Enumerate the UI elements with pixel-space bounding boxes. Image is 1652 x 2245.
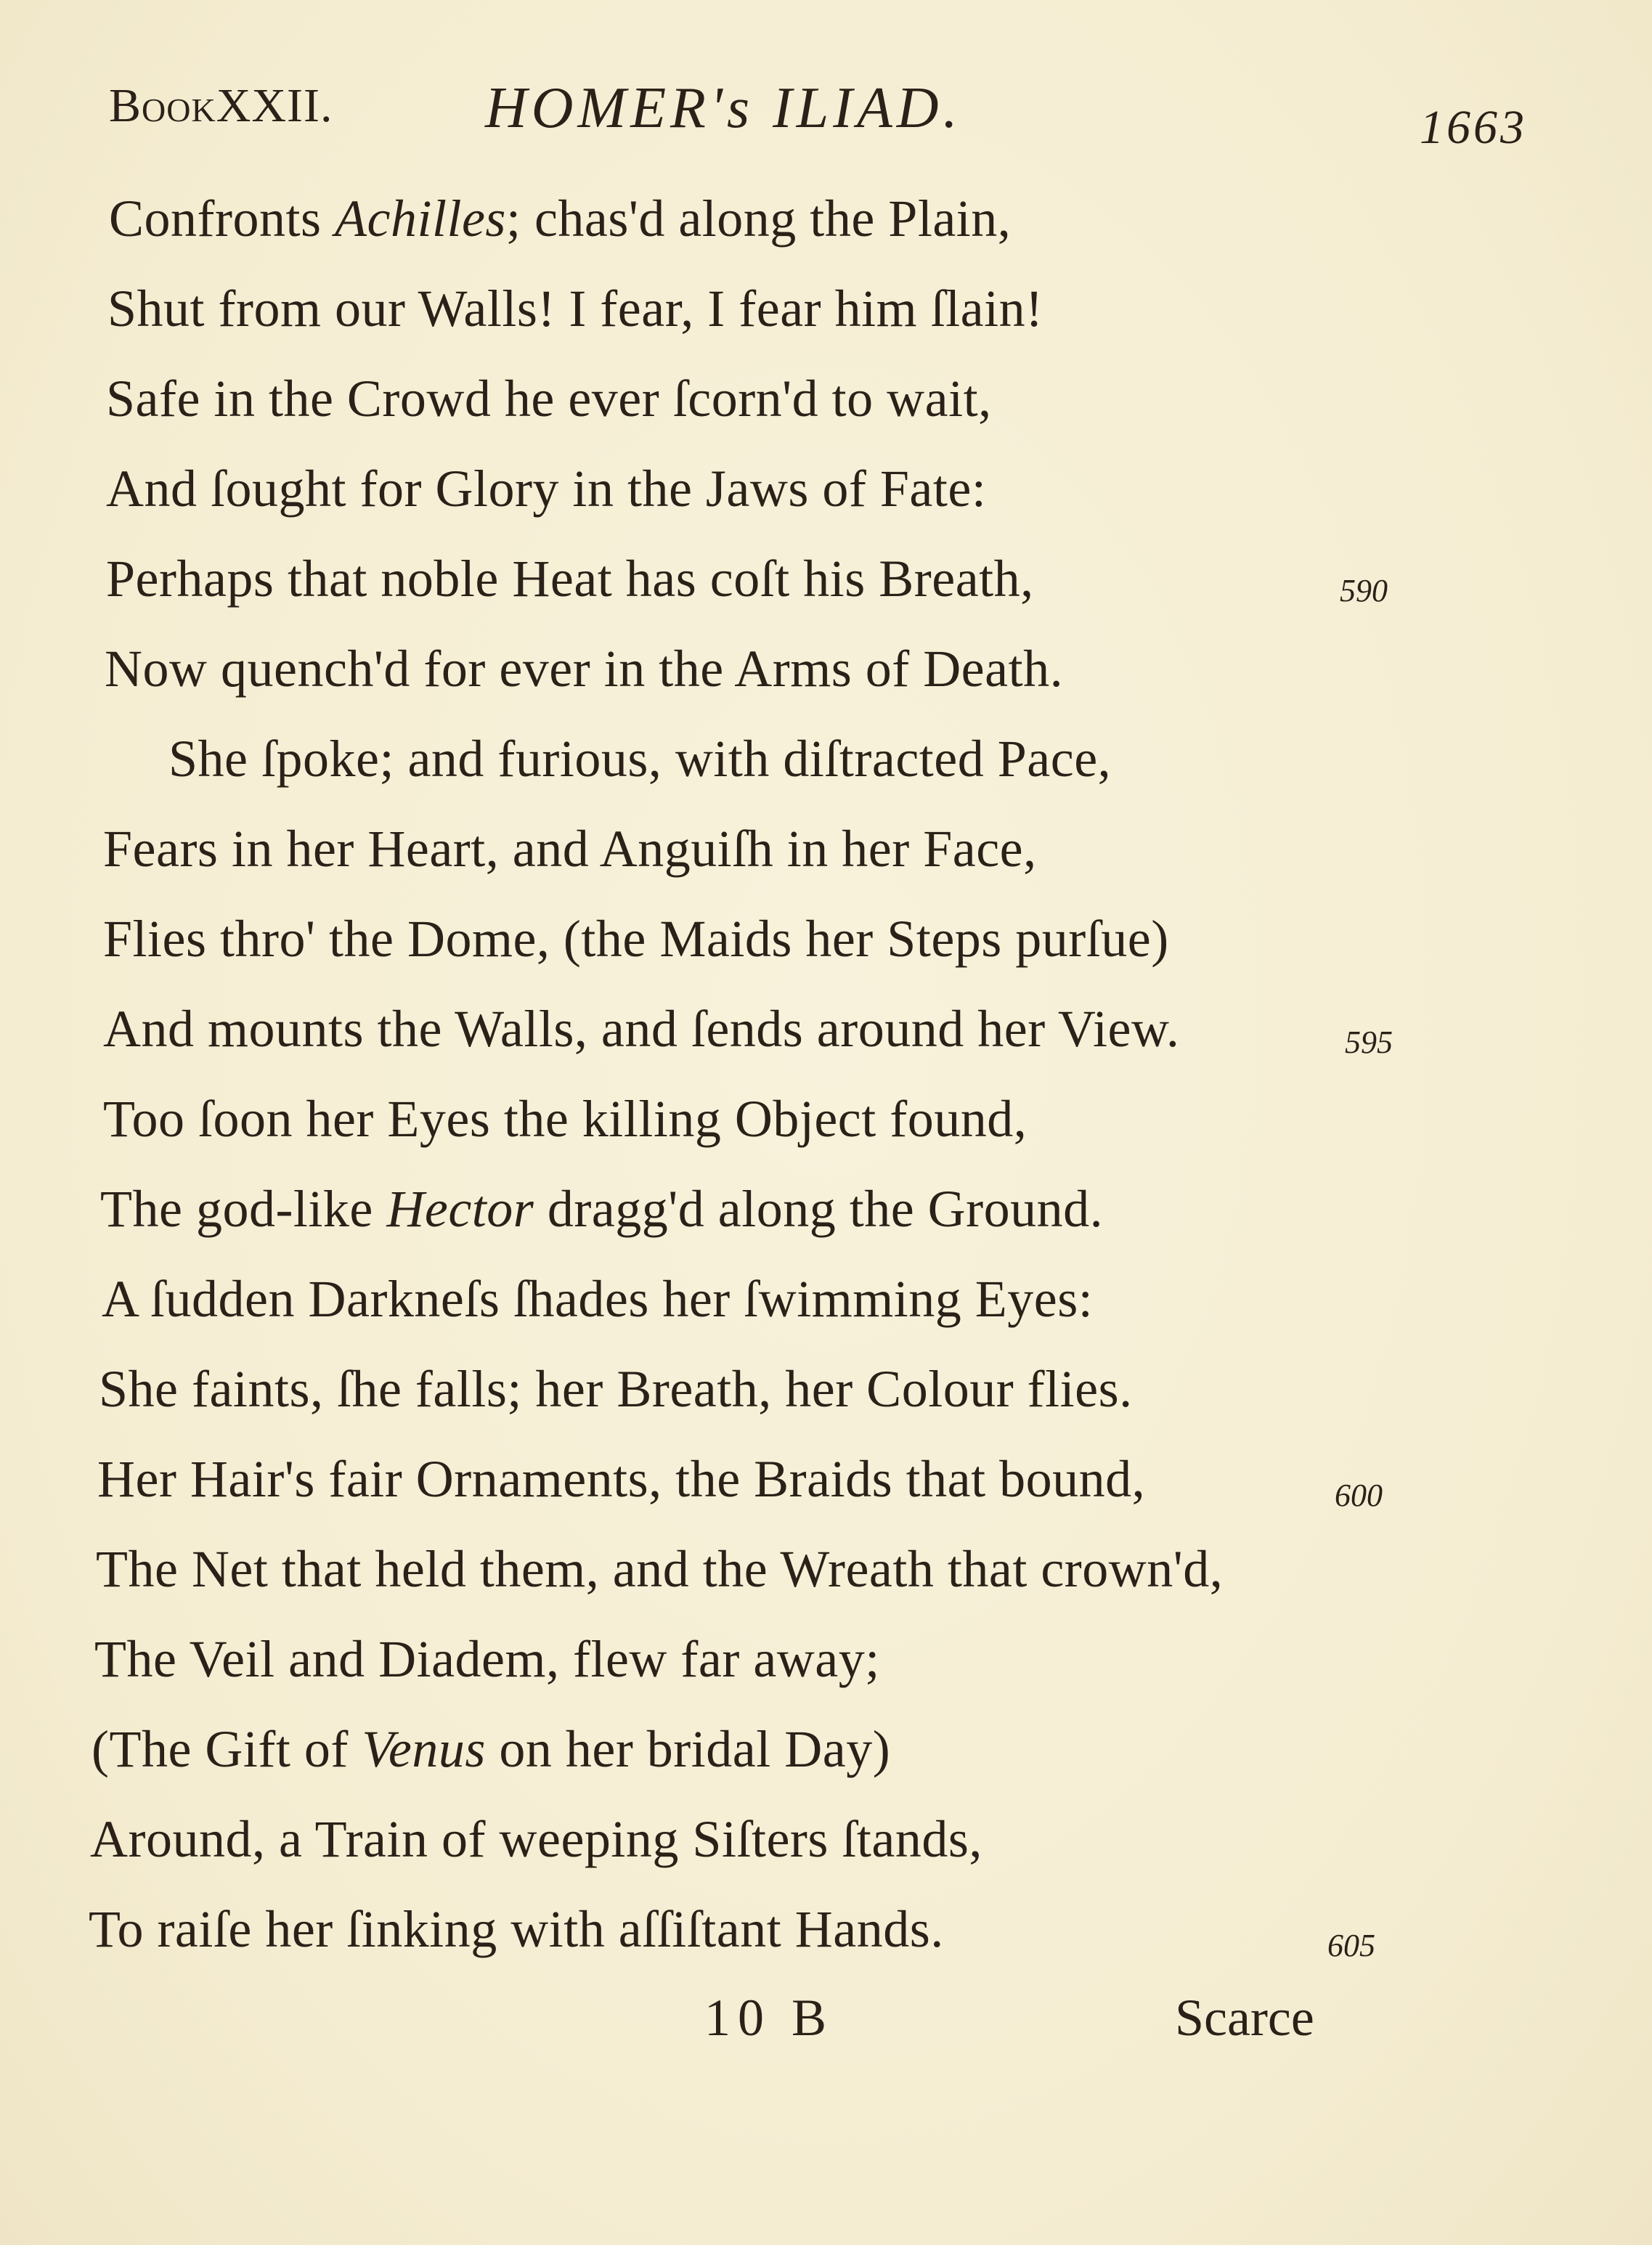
catchword: Scarce	[1175, 1989, 1314, 2047]
signature-mark: 10 B	[704, 1989, 834, 2047]
verse-line: Now quench'd for ever in the Arms of Death.	[105, 640, 1064, 698]
verse-line: Shut from our Walls! I fear, I fear him ſlain!	[107, 280, 1043, 338]
bleed-through-text	[1191, 218, 1496, 1960]
running-head-book	[109, 78, 333, 134]
verse-line: Flies thro' the Dome, (the Maids her Steps purſue)	[103, 910, 1169, 968]
verse-line: She ſpoke; and furious, with diſtracted Pace,	[168, 730, 1112, 788]
verse-line: Too ſoon her Eyes the killing Object found,	[103, 1090, 1028, 1148]
book-number: XXII.	[216, 79, 333, 132]
running-head-title: HOMER's ILIAD.	[485, 76, 962, 140]
verse-line: The Veil and Diadem, flew far away;	[94, 1630, 880, 1688]
verse-line: The god-like Hector dragg'd along the Ground.	[100, 1180, 1104, 1238]
verse-line: She faints, ſhe falls; her Breath, her Colour flies.	[99, 1360, 1133, 1418]
verse-line: (The Gift of Venus on her bridal Day)	[91, 1720, 891, 1778]
verse-line: Confronts Achilles; chas'd along the Plain,	[109, 190, 1012, 248]
line-number: 595	[1345, 1024, 1393, 1060]
verse-line: Fears in her Heart, and Anguiſh in her Face,	[103, 820, 1037, 878]
verse-line: And mounts the Walls, and ſends around her View.	[103, 1000, 1180, 1058]
verse-line: The Net that held them, and the Wreath that crown'd,	[96, 1540, 1224, 1598]
verse-line: Her Hair's fair Ornaments, the Braids that bound,	[97, 1450, 1146, 1508]
book-label: Book	[109, 79, 216, 132]
line-number: 605	[1327, 1928, 1375, 1963]
verse-line: And ſought for Glory in the Jaws of Fate:	[106, 460, 987, 518]
verse-line: Perhaps that noble Heat has coſt his Breath,	[106, 550, 1034, 608]
page-number: 1663	[1420, 101, 1527, 154]
verse-line: Safe in the Crowd he ever ſcorn'd to wait,	[106, 370, 992, 428]
line-number: 590	[1340, 573, 1388, 608]
verse-line: To raiſe her ſinking with aſſiſtant Hands.	[89, 1900, 944, 1958]
line-number: 600	[1335, 1478, 1383, 1513]
verse-line: A ſudden Darkneſs ſhades her ſwimming Eyes:	[102, 1270, 1094, 1328]
verse-line: Around, a Train of weeping Siſters ſtands,	[90, 1810, 982, 1868]
